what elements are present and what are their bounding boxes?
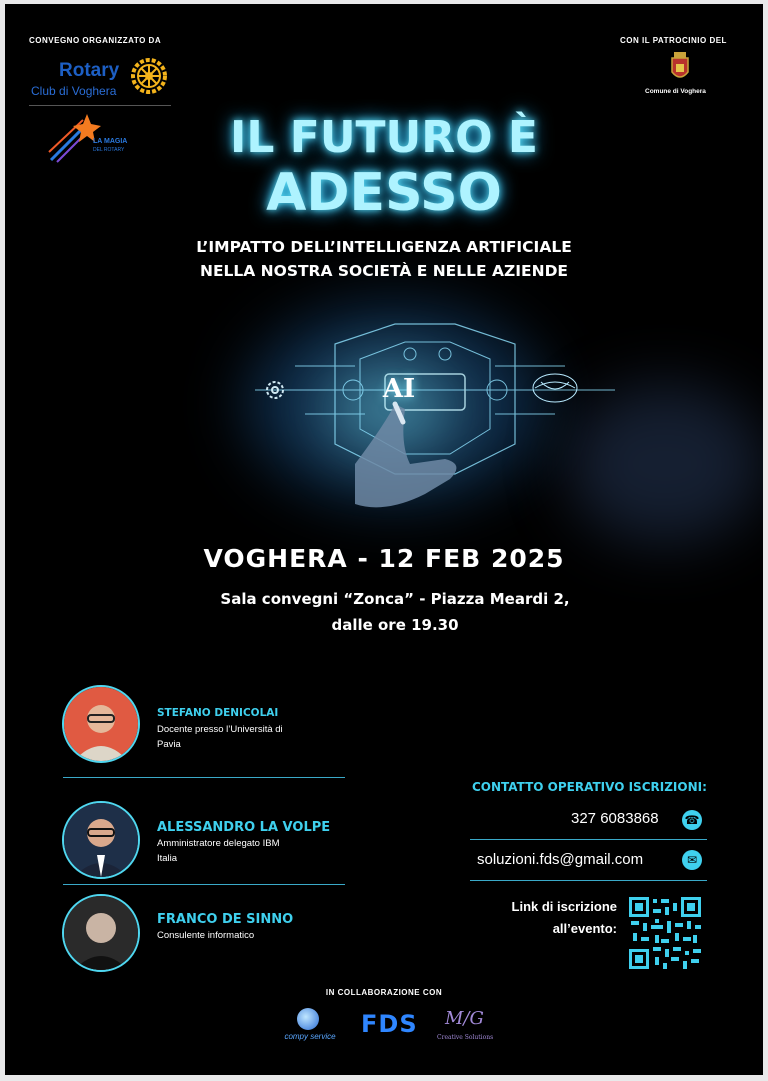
magia-line1: LA MAGIA [93,138,128,145]
phone-icon[interactable]: ☎ [682,810,702,830]
globe-icon [297,1008,319,1030]
brain-icon [533,374,577,402]
contact-divider [470,880,707,881]
organizer-caption: CONVEGNO ORGANIZZATO DA [29,36,162,45]
header-divider [29,105,171,106]
subtitle-line2: NELLA NOSTRA SOCIETÀ E NELLE AZIENDE [199,262,569,280]
title-line1: IL FUTURO È [230,112,538,163]
email-icon[interactable]: ✉ [682,850,702,870]
contact-phone[interactable]: 327 6083868 [571,810,659,827]
speaker-name-1: STEFANO DENICOLAI [157,707,279,719]
registration-label-2: all’evento: [552,921,617,936]
partner-logo-compy [275,1008,345,1048]
speaker-role-2a: Amministratore delegato IBM [157,838,280,849]
contact-email[interactable]: soluzioni.fds@gmail.com [477,851,644,868]
event-date: VOGHERA - 12 FEB 2025 [203,544,565,573]
qr-code-icon[interactable] [627,895,703,971]
speaker-name-2: ALESSANDRO LA VOLPE [157,820,331,835]
rotary-club: Club di Voghera [31,84,117,98]
speaker-role-2b: Italia [157,853,178,864]
ai-label: AI [382,374,416,404]
subtitle-line1: L’IMPATTO DELL’INTELLIGENZA ARTIFICIALE [196,238,572,256]
partner-mg-name: Creative Solutions [437,1034,494,1041]
rotary-logo [31,54,171,104]
comune-name: Comune di Voghera [645,88,706,95]
magia-line2: DEL ROTARY [93,147,125,153]
event-venue: Sala convegni “Zonca” - Piazza Meardi 2, [220,590,570,608]
speaker-divider [63,884,345,885]
contact-divider [470,839,707,840]
title-line2: ADESSO [266,163,502,223]
speaker-avatar-1 [62,685,140,763]
crest-icon [669,52,691,84]
ai-hand-illustration [235,304,635,544]
speaker-avatar-3 [62,894,140,972]
collab-caption: IN COLLABORAZIONE CON [325,988,443,997]
speaker-role-1a: Docente presso l’Università di [157,724,283,735]
patronage-caption: CON IL PATROCINIO DEL [620,36,727,45]
speaker-avatar-2 [62,801,140,879]
event-time: dalle ore 19.30 [331,616,459,634]
speaker-role-3a: Consulente informatico [157,930,255,941]
contact-heading: CONTATTO OPERATIVO ISCRIZIONI: [472,780,707,794]
partner-mg-mark: M/G [445,1008,484,1029]
speaker-divider [63,777,345,778]
registration-label-1: Link di iscrizione [511,899,617,914]
partner-compy-name: compy service [284,1032,336,1041]
partner-fds: FDS [361,1010,418,1038]
rotary-name: Rotary [59,60,120,81]
speaker-name-3: FRANCO DE SINNO [157,912,294,927]
rotary-wheel-icon [129,56,169,96]
poster [5,4,763,1075]
speaker-role-1b: Pavia [157,739,181,750]
